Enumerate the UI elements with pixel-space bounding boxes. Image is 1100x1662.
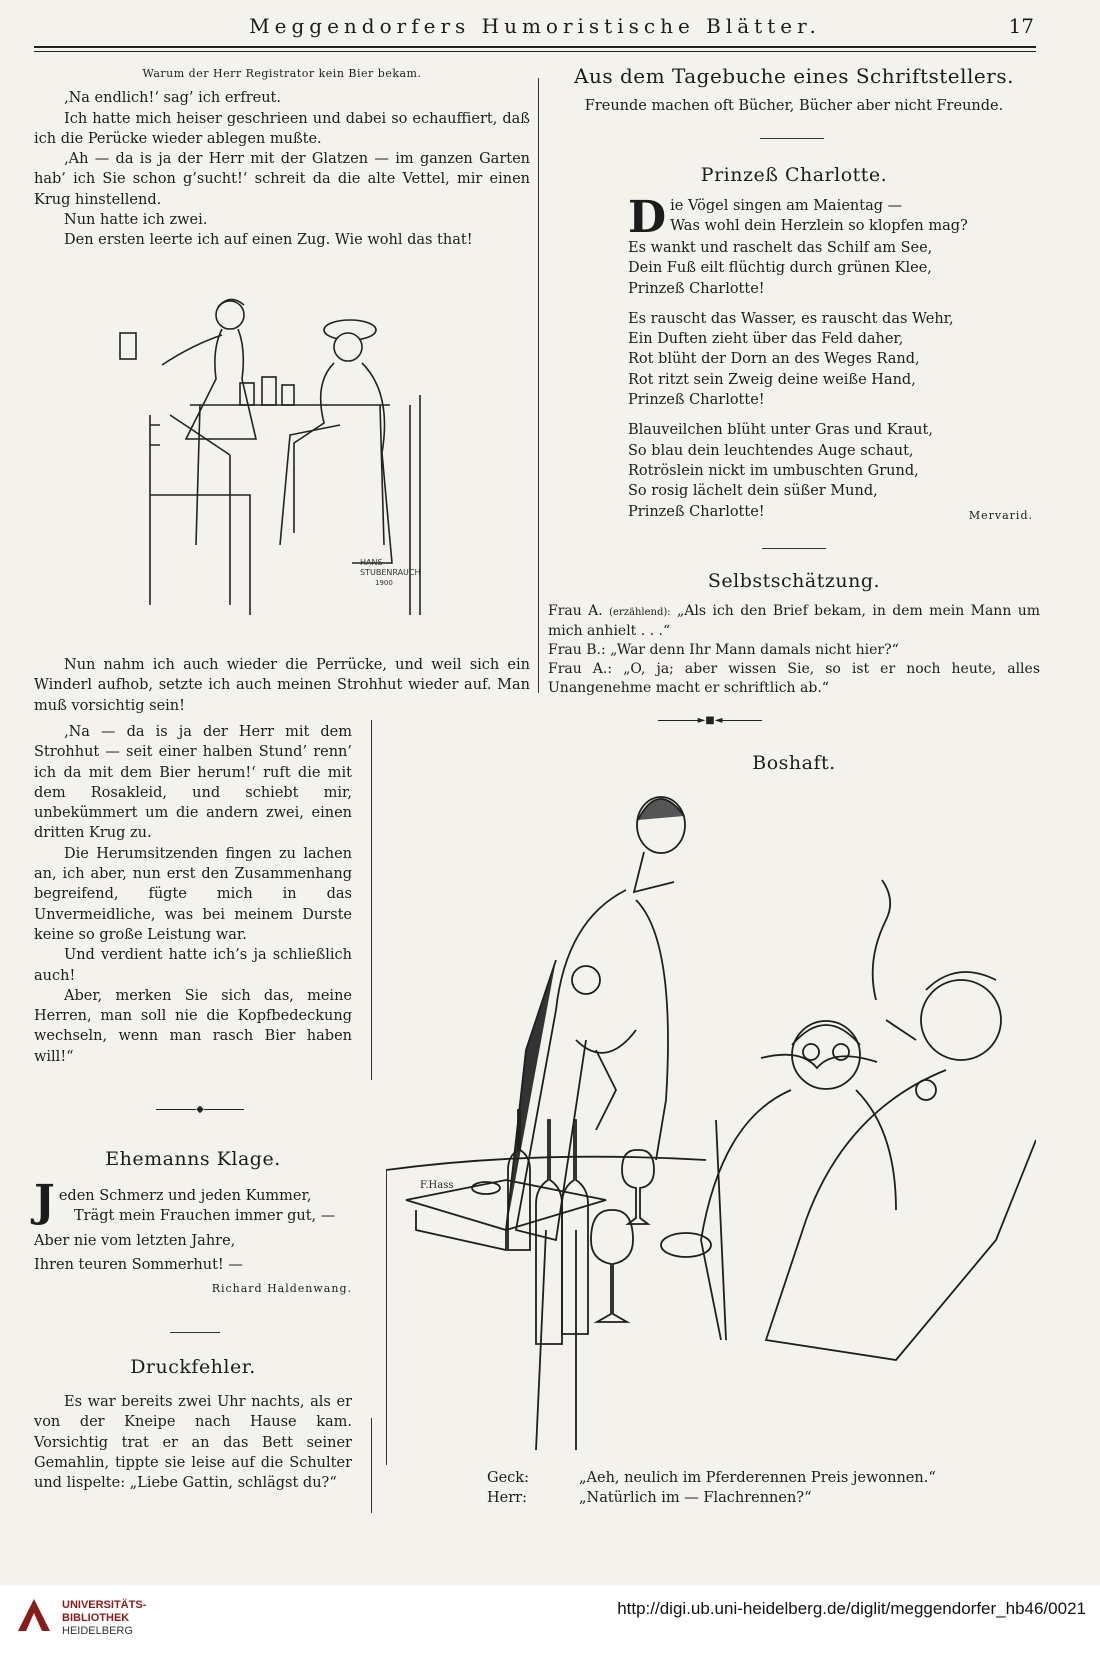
poem-line: Rot blüht der Dorn an des Weges Rand,	[628, 351, 920, 368]
illustration-signature: 1900	[375, 579, 393, 587]
story-paragraph: ‚Na — da is ja der Herr mit dem Strohhut — seit einer halben Stund’ renn’ ich da mit dem Bier herum!‘ ruft die mit dem Rosakleid, und schiebt mir, unbekümmert um die andern zwei, einen dritten Krug zu.	[34, 724, 352, 842]
story-continuation	[34, 64, 530, 251]
dialog-line	[548, 641, 1040, 660]
anecdote-paragraph: Es war bereits zwei Uhr nachts, als er von der Kneipe nach Hause kam. Vorsichtig trat er an das Bett seiner Gemahlin, tippte sie leise auf die Schulter und lispelte: „Liebe Gattin, schlägst du?“	[34, 1394, 352, 1492]
boshaft-cartoon-illustration	[386, 790, 1036, 1465]
speaker: Frau A.	[548, 603, 603, 619]
poem-author: Mervarid.	[968, 508, 1033, 522]
page-header	[30, 10, 1040, 40]
selbstschaetzung-dialog	[548, 602, 1040, 698]
dialog-line	[548, 660, 1040, 698]
poem-line: ie Vögel singen am Maientag —	[670, 198, 903, 214]
beer-garden-illustration	[110, 285, 430, 625]
illustration-signature: STUBENRAUCH	[360, 568, 421, 577]
poem-line: Ein Duften zieht über das Feld daher,	[628, 331, 904, 348]
poem-line: Was wohl dein Herzlein so klopfen mag?	[670, 218, 968, 235]
poem-line: Es wankt und raschelt das Schilf am See,	[628, 240, 933, 256]
column-divider	[538, 78, 539, 693]
poem-line: Prinzeß Charlotte!	[628, 503, 765, 520]
cartoon-title: Boshaft.	[752, 752, 836, 774]
aphorism-text: Freunde machen oft Bücher, Bücher aber nicht Freunde.	[584, 98, 1004, 114]
poem-line: Prinzeß Charlotte!	[628, 280, 765, 297]
poem-line: Aber nie vom letzten Jahre,	[34, 1232, 236, 1249]
poem-line: Dein Fuß eilt flüchtig durch grünen Klee,	[628, 260, 932, 277]
short-rule	[762, 548, 826, 549]
poem-title: Prinzeß Charlotte.	[700, 164, 888, 186]
library-logo-text	[62, 1599, 146, 1638]
story-paragraph: ‚Ah — da is ja der Herr mit der Glatzen — im ganzen Garten hab’ ich Sie schon g’sucht!‘ schreit da die alte Vettel, mir einen Krug hinstellend.	[34, 151, 530, 208]
story-paragraph: Nun hatte ich zwei.	[64, 212, 208, 229]
story-caption: Warum der Herr Registrator kein Bier bekam.	[142, 67, 422, 80]
poem-line: Ihren teuren Sommerhut! —	[34, 1256, 243, 1273]
header-rule-thin	[34, 51, 1036, 52]
narrow-column-divider	[371, 720, 372, 1080]
boshaft-dialog	[487, 1468, 1027, 1509]
lower-column-divider	[371, 1418, 372, 1513]
dropcap: D	[628, 192, 667, 243]
anecdote-title: Druckfehler.	[130, 1356, 256, 1378]
dialog-text: „Als ich den Brief bekam, in dem mein Mann um mich anhielt . . .“	[548, 603, 1041, 639]
aphorism-title: Aus dem Tagebuche eines Schriftstellers.	[574, 64, 1014, 88]
druckfehler-text	[34, 1392, 352, 1493]
short-rule	[170, 1332, 220, 1333]
poem-line: Blauveilchen blüht unter Gras und Kraut,	[628, 422, 933, 439]
story-paragraph: Ich hatte mich heiser geschrieen und dabei so echauffiert, daß ich die Perücke wieder ablegen mußte.	[34, 110, 530, 147]
speaker: Herr:	[487, 1490, 527, 1507]
poem-last-line	[628, 502, 1033, 526]
poem-line: So blau dein leuchtendes Auge schaut,	[628, 442, 914, 459]
poem-line: Es rauscht das Wasser, es rauscht das Wehr,	[628, 310, 954, 327]
dialog-line	[548, 602, 1040, 641]
speaker: Geck:	[487, 1470, 529, 1486]
page-number: 17	[1008, 14, 1034, 38]
poem-line: Trägt mein Frauchen immer gut, —	[74, 1208, 336, 1225]
dropcap: J	[34, 1176, 55, 1227]
header-title: Meggendorfers Humoristische Blätter.	[249, 14, 821, 38]
anecdote-title: Selbstschätzung.	[707, 570, 881, 592]
dialog-text: „War denn Ihr Mann damals nicht hier?“	[610, 642, 899, 658]
poem-author: Richard Haldenwang.	[211, 1282, 352, 1296]
logo-line: HEIDELBERG	[62, 1625, 133, 1637]
dialog-line	[487, 1468, 1027, 1488]
poem-line: So rosig lächelt dein süßer Mund,	[628, 483, 878, 500]
source-url-link[interactable]: http://digi.ub.uni-heidelberg.de/diglit/meggendorfer_hb46/0021	[617, 1599, 1086, 1618]
illustration-signature: HANS	[360, 558, 383, 567]
stage-note: (erzählend):	[609, 607, 671, 618]
header-rule	[34, 46, 1036, 48]
poem-title: Ehemanns Klage.	[105, 1148, 281, 1170]
story-narrow-column	[34, 722, 352, 1067]
story-paragraph: Und verdient hatte ich’s ja schließlich auch!	[34, 947, 352, 984]
dialog-text: „O, ja; aber wissen Sie, so ist er noch heute, alles Unangenehme macht er schriftlich ab.“	[548, 661, 1040, 696]
story-paragraph: Den ersten leerte ich auf einen Zug. Wie wohl das that!	[64, 232, 473, 249]
poem-line: eden Schmerz und jeden Kummer,	[58, 1188, 312, 1204]
speaker: Frau A.:	[548, 661, 613, 677]
story-paragraph: ‚Na endlich!‘ sag’ ich erfreut.	[64, 90, 281, 107]
poem-line: Prinzeß Charlotte!	[628, 392, 765, 409]
poem-line: Rot ritzt sein Zweig deine weiße Hand,	[628, 371, 916, 388]
ornament-divider: ◆	[140, 1104, 260, 1115]
speaker: Frau B.:	[548, 642, 606, 658]
dialog-text: „Aeh, neulich im Pferderennen Preis jewonnen.“	[579, 1470, 936, 1486]
dialog-line	[487, 1488, 1027, 1508]
library-footer	[0, 1585, 1100, 1662]
logo-line: UNIVERSITÄTS-	[62, 1599, 147, 1611]
poem-line: Rotröslein nickt im umbuschten Grund,	[628, 462, 919, 479]
story-paragraph: Aber, merken Sie sich das, meine Herren, man soll nie die Kopfbedeckung wechseln, wenn man rasch Bier haben will!“	[34, 987, 352, 1065]
story-after-illustration	[34, 655, 530, 716]
ehemanns-klage-poem	[34, 1176, 352, 1299]
story-paragraph: Die Herumsitzenden fingen zu lachen an, ich aber, nun erst den Zusammenhang begreifend, fügte mich in das Unvermeidliche, was bei meinem Durste keine so große Leistung war.	[34, 845, 352, 943]
logo-line: BIBLIOTHEK	[62, 1612, 130, 1624]
illustration-signature: F.Hass	[420, 1180, 454, 1191]
prinzess-charlotte-poem	[628, 192, 1033, 526]
dialog-text: „Natürlich im — Flachrennen?“	[579, 1490, 812, 1507]
short-rule	[760, 138, 824, 139]
library-logo-icon	[14, 1595, 54, 1635]
story-paragraph: Nun nahm ich auch wieder die Perrücke, und weil sich ein Winderl aufhob, setzte ich auch meinen Strohhut wieder auf. Man muß vorsichtig sein!	[34, 657, 530, 714]
ornament-divider: ►■◄	[640, 715, 780, 726]
